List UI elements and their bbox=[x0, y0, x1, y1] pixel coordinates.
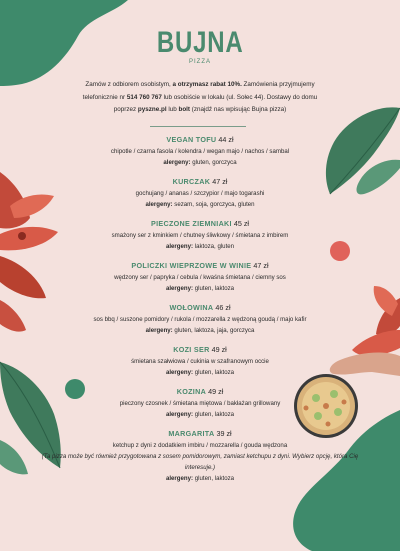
allergens-label: alergeny: bbox=[165, 411, 194, 418]
item-description: gochujang / ananas / szczypior / majo togarashi bbox=[135, 190, 265, 197]
intro-part3: lub osobiście w lokalu (ul. Sołec 44). Dostawy do domu poprzez bbox=[113, 93, 318, 113]
menu-item bbox=[40, 386, 360, 420]
item-name: VEGAN TOFU bbox=[166, 135, 217, 144]
brand-title: BUJNA bbox=[156, 26, 244, 59]
allergens-value: gluten, laktoza, jaja, gorczyca bbox=[174, 327, 255, 334]
item-allergens bbox=[40, 157, 360, 168]
allergens-value: gluten, laktoza bbox=[194, 475, 235, 482]
item-description: chipotle / czarna fasola / kolendra / wegan majo / nachos / sambal bbox=[110, 148, 290, 155]
item-note: (Ta pizza może być również przygotowana z sosem pomidorowym, zamiast ketchupu z dyni. Wybierz opcję, która Cię interesuje.) bbox=[41, 453, 359, 471]
allergens-value: gluten, gorczyca bbox=[192, 159, 237, 166]
divider bbox=[150, 126, 246, 127]
allergens-label: alergeny: bbox=[165, 243, 194, 250]
item-name: PIECZONE ZIEMNIAKI bbox=[150, 219, 232, 228]
intro-part5: (znajdź nas wpisując Bujna pizza) bbox=[190, 106, 287, 113]
header bbox=[0, 28, 400, 65]
allergens-value: laktoza, gluten bbox=[194, 243, 235, 250]
item-description: sos bbq / suszone pomidory / rukola / mozzarella z wędzoną goudą / majo kafir bbox=[93, 316, 307, 323]
item-price: 45 zł bbox=[233, 219, 250, 228]
item-name: KOZI SER bbox=[173, 345, 210, 354]
item-allergens bbox=[40, 473, 360, 484]
item-price: 44 zł bbox=[218, 135, 234, 144]
item-price: 46 zł bbox=[215, 303, 231, 312]
allergens-label: alergeny: bbox=[165, 369, 194, 376]
intro-site: pyszne.pl bbox=[137, 106, 167, 113]
item-price: 47 zł bbox=[212, 177, 228, 186]
item-allergens bbox=[40, 199, 360, 210]
item-name: MARGARITA bbox=[168, 429, 215, 438]
menu-item bbox=[40, 134, 360, 168]
item-allergens bbox=[40, 241, 360, 252]
menu-item bbox=[40, 260, 360, 294]
allergens-label: alergeny: bbox=[145, 201, 173, 208]
allergens-label: alergeny: bbox=[145, 327, 173, 334]
menu-list bbox=[40, 134, 360, 492]
item-description: wędzony ser / papryka / cebula / kwaśna śmietana / ciemny sos bbox=[114, 274, 286, 281]
allergens-label: alergeny: bbox=[165, 285, 194, 292]
intro-text bbox=[80, 79, 320, 117]
item-name: KURCZAK bbox=[172, 177, 211, 186]
allergens-label: alergeny: bbox=[163, 159, 191, 166]
item-name: POLICZKI WIEPRZOWE W WINIE bbox=[131, 261, 252, 270]
allergens-value: gluten, laktoza bbox=[194, 285, 235, 292]
menu-item bbox=[40, 428, 360, 484]
allergens-label: alergeny: bbox=[165, 475, 194, 482]
allergens-value: gluten, laktoza bbox=[194, 369, 235, 376]
item-allergens bbox=[40, 409, 360, 420]
item-allergens bbox=[40, 325, 360, 336]
item-price: 49 zł bbox=[208, 387, 224, 396]
item-price: 47 zł bbox=[253, 261, 269, 270]
menu-item bbox=[40, 302, 360, 336]
intro-part4: lub bbox=[166, 106, 179, 113]
item-name: WOŁOWINA bbox=[169, 303, 214, 312]
intro-discount: a otrzymasz rabat 10%. bbox=[172, 81, 242, 88]
item-name: KOZINA bbox=[176, 387, 207, 396]
allergens-value: sezam, soja, gorczyca, gluten bbox=[174, 201, 255, 208]
item-description: smażony ser z kminkiem / chutney śliwkowy / śmietana z imbirem bbox=[111, 232, 289, 239]
item-allergens bbox=[40, 367, 360, 378]
item-price: 49 zł bbox=[211, 345, 227, 354]
item-price: 39 zł bbox=[216, 429, 232, 438]
menu-item bbox=[40, 218, 360, 252]
item-description: pieczony czosnek / śmietana miętowa / bakłażan grillowany bbox=[119, 400, 281, 407]
menu-item bbox=[40, 176, 360, 210]
menu-item bbox=[40, 344, 360, 378]
intro-part1: Zamów z odbiorem osobistym, bbox=[85, 81, 173, 88]
allergens-value: gluten, laktoza bbox=[194, 411, 235, 418]
intro-bolt: bolt bbox=[178, 106, 191, 113]
item-description: ketchup z dyni z dodatkiem imbiru / mozzarella / gouda wędzona bbox=[112, 442, 288, 449]
intro-part2: Zamówienia przyjmujemy telefonicznie nr bbox=[82, 81, 315, 101]
intro-phone: 514 760 767 bbox=[126, 93, 162, 101]
item-description: śmietana szałwiowa / cukinia w szafranowym occie bbox=[131, 358, 269, 365]
brand-subtitle: PIZZA bbox=[188, 59, 211, 65]
item-allergens bbox=[40, 283, 360, 294]
